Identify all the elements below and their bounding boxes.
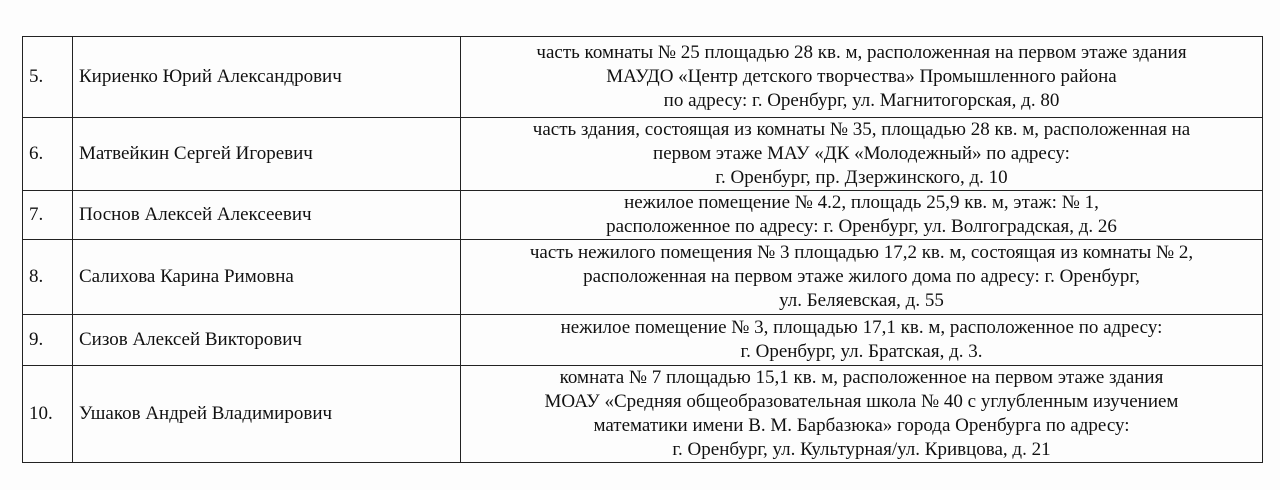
table-row <box>23 37 1263 118</box>
description-line: часть здания, состоящая из комнаты № 35, площадью 28 кв. м, расположенная на <box>532 119 1191 140</box>
description-line: г. Оренбург, пр. Дзержинского, д. 10 <box>715 167 1008 188</box>
description-line: нежилое помещение № 4.2, площадь 25,9 кв. м, этаж: № 1, <box>624 192 1099 213</box>
person-name: Сизов Алексей Викторович <box>73 315 461 366</box>
description-line: первом этаже МАУ «ДК «Молодежный» по адресу: <box>653 143 1070 164</box>
row-number: 5. <box>23 37 73 118</box>
premises-description <box>461 37 1263 118</box>
table-row <box>23 118 1263 191</box>
description-line: МАУДО «Центр детского творчества» Промышленного района <box>606 66 1117 87</box>
row-number: 7. <box>23 191 73 240</box>
description-line: расположенная на первом этаже жилого дома по адресу: г. Оренбург, <box>583 266 1140 287</box>
description-line: часть нежилого помещения № 3 площадью 17,2 кв. м, состоящая из комнаты № 2, <box>529 242 1194 263</box>
person-name: Салихова Карина Римовна <box>73 240 461 315</box>
description-line: по адресу: г. Оренбург, ул. Магнитогорская, д. 80 <box>663 90 1060 111</box>
description-line: математики имени В. М. Барбазюка» города Оренбурга по адресу: <box>593 415 1130 436</box>
description-line: г. Оренбург, ул. Культурная/ул. Кривцова, д. 21 <box>672 439 1051 460</box>
person-name: Поснов Алексей Алексеевич <box>73 191 461 240</box>
row-number: 10. <box>23 366 73 463</box>
premises-description <box>461 191 1263 240</box>
table-row <box>23 315 1263 366</box>
description-line: ул. Беляевская, д. 55 <box>779 290 944 311</box>
description-line: комната № 7 площадью 15,1 кв. м, расположенное на первом этаже здания <box>559 367 1164 388</box>
description-line: г. Оренбург, ул. Братская, д. 3. <box>740 341 983 362</box>
person-name: Кириенко Юрий Александрович <box>73 37 461 118</box>
table-row <box>23 366 1263 463</box>
description-line: МОАУ «Средняя общеобразовательная школа № 40 с углубленным изучением <box>544 391 1179 412</box>
row-number: 9. <box>23 315 73 366</box>
premises-description <box>461 118 1263 191</box>
premises-table <box>22 36 1263 463</box>
row-number: 8. <box>23 240 73 315</box>
table-row <box>23 240 1263 315</box>
premises-description <box>461 315 1263 366</box>
row-number: 6. <box>23 118 73 191</box>
table-row <box>23 191 1263 240</box>
description-line: часть комнаты № 25 площадью 28 кв. м, расположенная на первом этаже здания <box>536 42 1187 63</box>
premises-description <box>461 240 1263 315</box>
person-name: Матвейкин Сергей Игоревич <box>73 118 461 191</box>
person-name: Ушаков Андрей Владимирович <box>73 366 461 463</box>
description-line: нежилое помещение № 3, площадью 17,1 кв. м, расположенное по адресу: <box>560 317 1163 338</box>
premises-description <box>461 366 1263 463</box>
description-line: расположенное по адресу: г. Оренбург, ул. Волгоградская, д. 26 <box>606 216 1117 237</box>
